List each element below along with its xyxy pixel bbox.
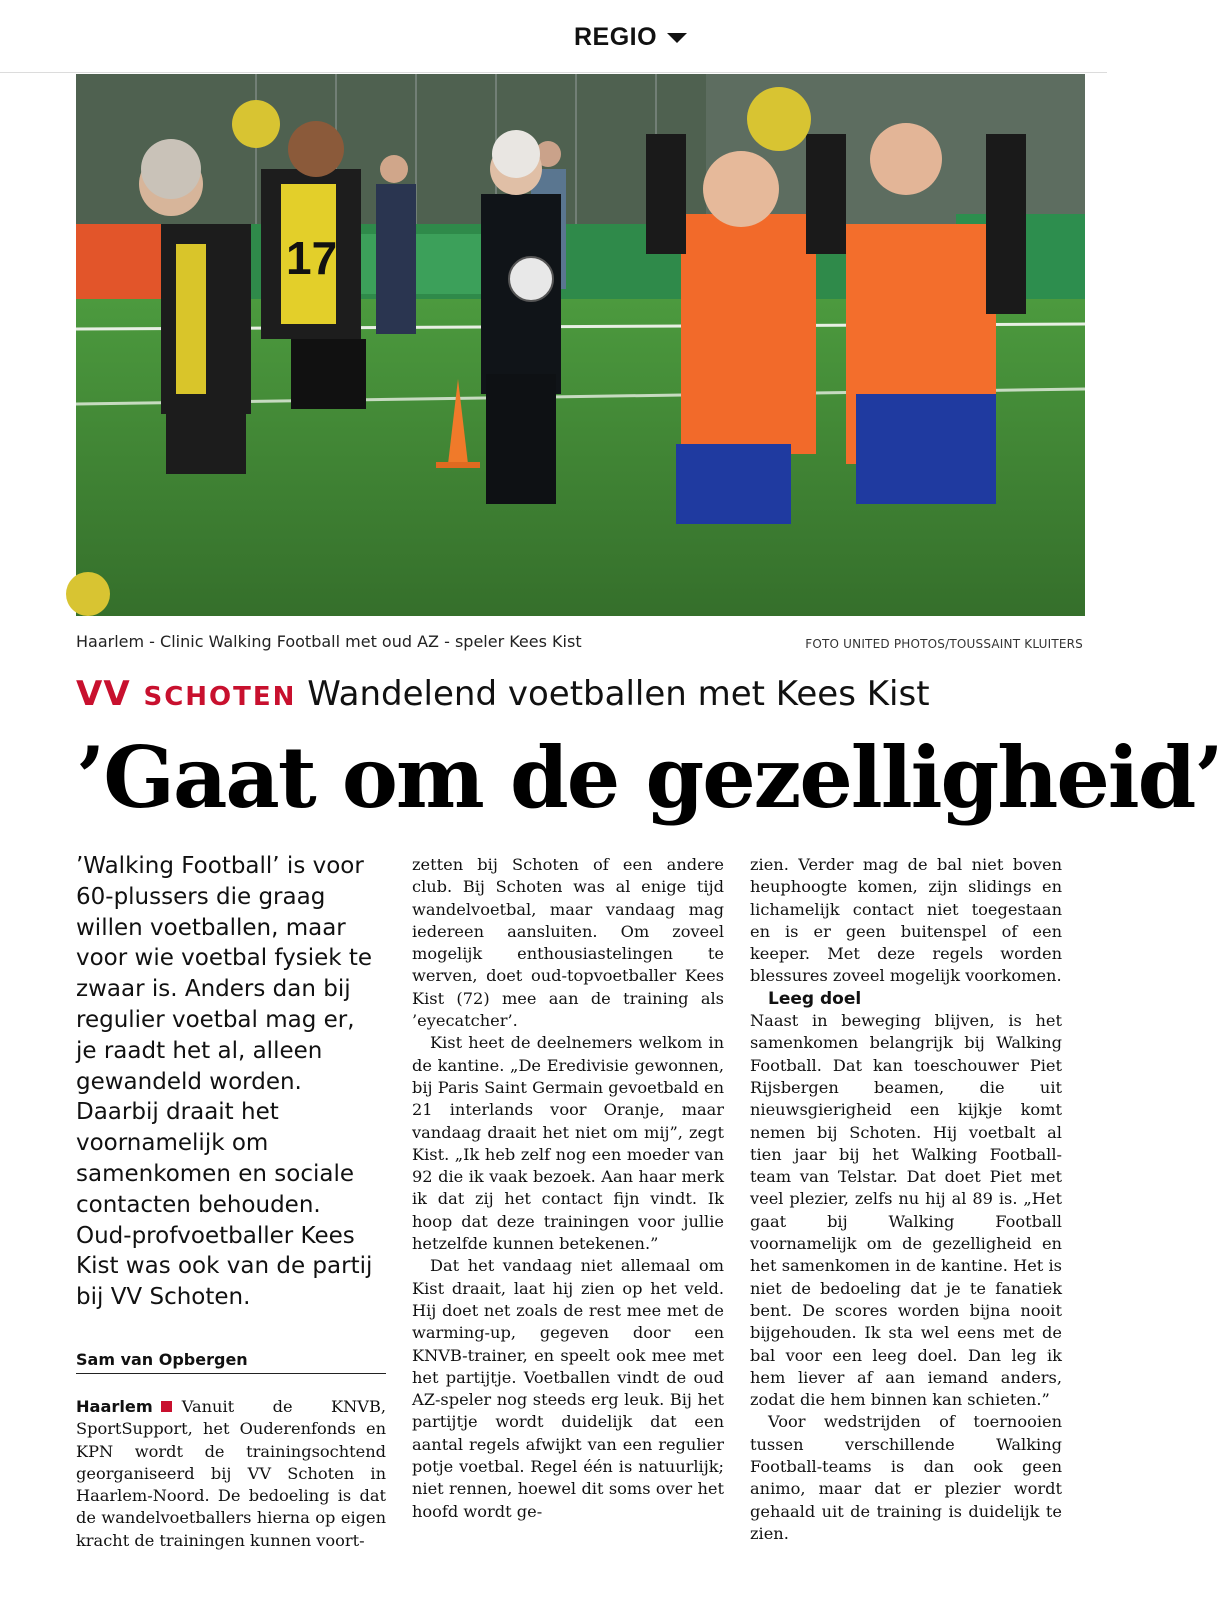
dateline-square-icon bbox=[161, 1401, 172, 1412]
body-paragraph: Kist heet de deelnemers welkom in de kantine. „De Eredivisie gewonnen, bij Paris Saint Germain gevoetbald en 21 interlands voor Oranje, maar vandaag draait het niet om mij”, zegt Kist. „Ik heb zelf nog een moeder van 92 die ik vaak bezoek. Aan haar merk ik dat zij het contact fijn vindt. Ik hoop dat deze trainingen voor jullie hetzelfde kunnen betekenen.” bbox=[412, 1033, 724, 1254]
subheading: Leeg doel bbox=[768, 988, 862, 1009]
top-bar bbox=[0, 0, 1107, 73]
body-column-2 bbox=[412, 854, 724, 1523]
regio-label: REGIO bbox=[574, 22, 658, 51]
kicker bbox=[76, 672, 930, 719]
body-column-3 bbox=[750, 854, 1062, 1545]
body-paragraph bbox=[76, 1396, 386, 1552]
body-paragraph: Voor wedstrijden of toernooien tussen verschillende Walking Football-teams is dan ook geen animo, maar dat er plezier wordt gehaald uit de training is duidelijk te zien. bbox=[750, 1412, 1062, 1543]
kicker-club-first: VV bbox=[76, 674, 144, 714]
photo-caption: Haarlem - Clinic Walking Football met oud AZ - speler Kees Kist bbox=[76, 632, 582, 651]
chevron-down-icon bbox=[667, 33, 687, 43]
photo-credit: FOTO UNITED PHOTOS/TOUSSAINT KLUITERS bbox=[805, 637, 1083, 651]
col1-paragraph-text: Vanuit de KNVB, SportSupport, het Ouderenfonds en KPN wordt de trainingsochtend georganiseerd bij VV Schoten in Haarlem-Noord. De bedoeling is dat de wandelvoetballers hierna op eigen kracht de trainingen kunnen voort- bbox=[76, 1397, 386, 1550]
body-paragraph: zetten bij Schoten of een andere club. Bij Schoten was al enige tijd wandelvoetbal, maar vandaag mag iedereen aansluiten. Om zoveel mogelijk enthousiastelingen te werven, doet oud-topvoetballer Kees Kist (72) mee aan de training als ’eyecatcher’. bbox=[412, 855, 724, 1031]
byline: Sam van Opbergen bbox=[76, 1350, 386, 1374]
dateline: Haarlem bbox=[76, 1397, 153, 1416]
kicker-subtitle: Wandelend voetballen met Kees Kist bbox=[307, 674, 930, 714]
body-paragraph: Naast in beweging blijven, is het samenkomen belangrijk bij Walking Football. Dat kan toeschouwer Piet Rijsbergen beamen, die uit nieuwsgierigheid een kijkje komt nemen bij Schoten. Hij voetbalt al tien jaar bij het Walking Football-team van Telstar. Dat doet Piet met veel plezier, zelfs nu hij al 89 is. „Het gaat bij Walking Football voornamelijk om de gezelligheid en het samenkomen in de kantine. Het is niet de bedoeling dat je te fanatiek bent. De scores worden bijna nooit bijgehouden. Ik sta wel eens met de bal voor een leeg doel. Dan leg ik hem liever af aan iemand anders, zodat die hem binnen kan schieten.” bbox=[750, 1011, 1062, 1410]
intro-paragraph: ’Walking Football’ is voor 60-plussers die graag willen voetballen, maar voor wie voetbal fysiek te zwaar is. Anders dan bij regulier voetbal mag er, je raadt het al, alleen gewandeld worden. Daarbij draait het voornamelijk om samenkomen en sociale contacten behouden. Oud-profvoetballer Kees Kist was ook van de partij bij VV Schoten. bbox=[76, 853, 373, 1311]
body-paragraph: Dat het vandaag niet allemaal om Kist draait, laat hij zien op het veld. Hij doet net zoals de rest mee met de warming-up, gegeven door een KNVB-trainer, en speelt ook mee met het partijtje. Voetballen vindt de oud AZ-speler nog steeds erg leuk. Bij het partijtje wordt duidelijk dat een aantal regels afwijkt van een regulier potje voetbal. Regel één is natuurlijk; niet rennen, hoewel dit soms over het hoofd wordt ge- bbox=[412, 1256, 724, 1521]
article-photo bbox=[76, 74, 1085, 616]
kicker-club bbox=[76, 674, 296, 714]
body-paragraph: zien. Verder mag de bal niet boven heuphoogte komen, zijn slidings en lichamelijk contact niet toegestaan en is er geen buitenspel of een keeper. Met deze regels worden blessures zoveel mogelijk voorkomen. bbox=[750, 855, 1062, 986]
intro-text bbox=[76, 851, 381, 1313]
svg-text:17: 17 bbox=[286, 232, 338, 284]
headline: ’Gaat om de gezelligheid’ bbox=[76, 728, 1222, 827]
regio-dropdown[interactable] bbox=[574, 22, 687, 52]
body-column-1 bbox=[76, 1396, 386, 1552]
kicker-club-rest: SCHOTEN bbox=[143, 682, 297, 712]
